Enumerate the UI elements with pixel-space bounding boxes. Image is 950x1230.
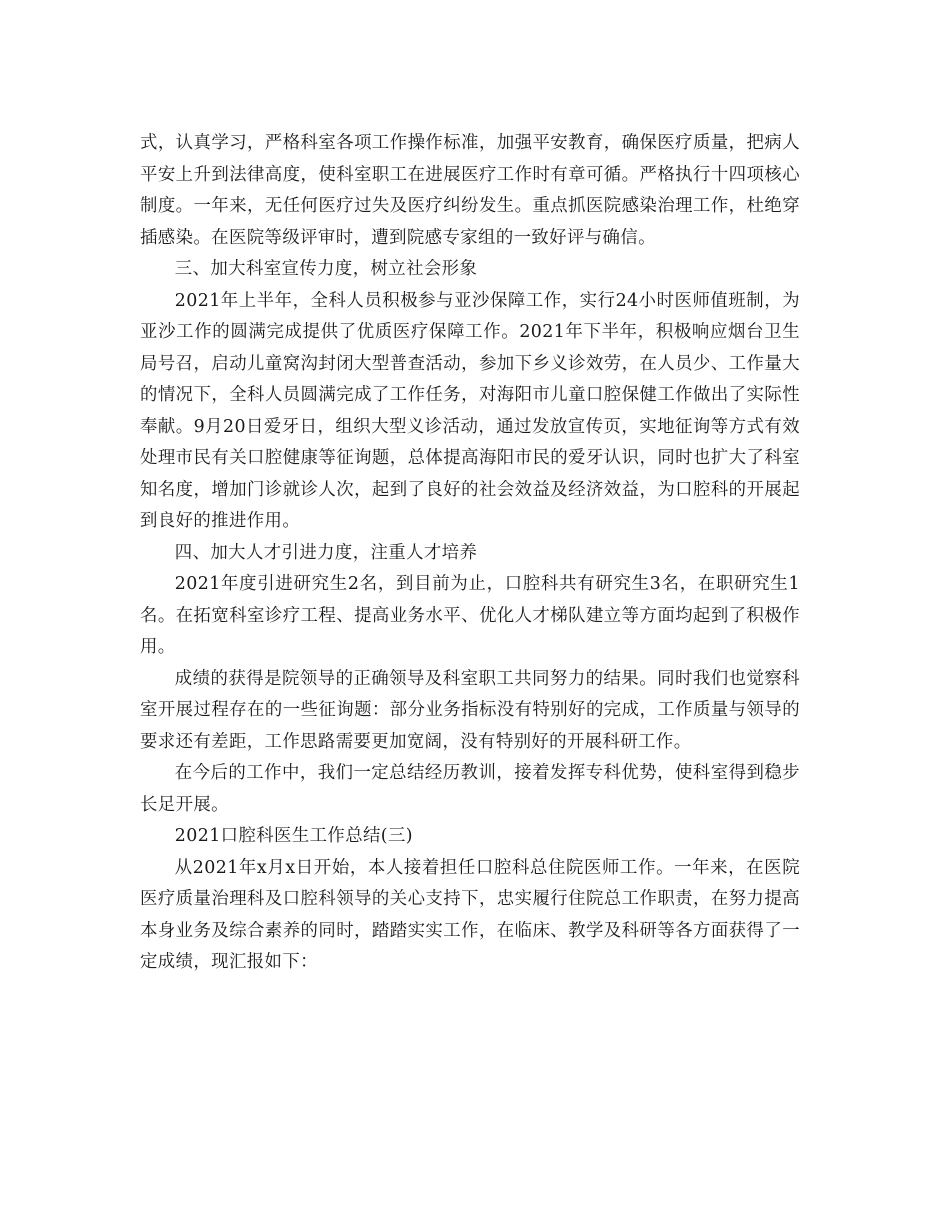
section-heading-talent: 四、加大人才引进力度，注重人才培养 [174, 542, 478, 563]
paragraph-future: 在今后的工作中，我们一定总结经历教训，接着发挥专科优势，使科室得到稳步长足开展。 [140, 763, 800, 815]
paragraph-publicity: 2021年上半年，全科人员积极参与亚沙保障工作，实行24小时医师值班制，为亚沙工作的圆满完成提供了优质医疗保障工作。2021年下半年，积极响应烟台卫生局号召，启动儿童窝沟封闭大型普查活动，参加下乡义诊效劳，在人员少、工作量大的情况下，全科人员圆满完成了工作任务，对海阳市儿童口腔保健工作做出了实际性奉献。9月20日爱牙日，组织大型义诊活动，通过发放宣传页，实地征询等方式有效处理市民有关口腔健康等征询题，总体提高海阳市民的爱牙认识，同时也扩大了科室知名度，增加门诊就诊人次，起到了良好的社会效益及经济效益，为口腔科的开展起到良好的推进作用。 [140, 290, 800, 531]
paragraph-talent: 2021年度引进研究生2名，到目前为止，口腔科共有研究生3名，在职研究生1名。在拓宽科室诊疗工程、提高业务水平、优化人才梯队建立等方面均起到了积极作用。 [140, 574, 800, 657]
section-title-summary-three: 2021口腔科医生工作总结(三) [174, 826, 413, 846]
paragraph-achievements: 成绩的获得是院领导的正确领导及科室职工共同努力的结果。同时我们也觉察科室开展过程存在的一些征询题：部分业务指标没有特别好的完成，工作质量与领导的要求还有差距，工作思路需要更加宽阔，没有特别好的开展科研工作。 [140, 668, 800, 752]
paragraph-continuation: 式，认真学习，严格科室各项工作操作标准，加强平安教育，确保医疗质量，把病人平安上升到法律高度，使科室职工在进展医疗工作时有章可循。严格执行十四项核心制度。一年来，无任何医疗过失及医疗纠纷发生。重点抓医院感染治理工作，杜绝穿插感染。在医院等级评审时，遭到院感专家组的一致好评与确信。 [140, 133, 800, 248]
section-heading-publicity: 三、加大科室宣传力度，树立社会形象 [174, 259, 478, 279]
paragraph-intro: 从2021年x月x日开始，本人接着担任口腔科总住院医师工作。一年来，在医院医疗质量治理科及口腔科领导的关心支持下，忠实履行住院总工作职责，在努力提高本身业务及综合素养的同时，踏踏实实工作，在临床、教学及科研等各方面获得了一定成绩，现汇报如下： [140, 857, 800, 972]
document-page [140, 128, 800, 979]
